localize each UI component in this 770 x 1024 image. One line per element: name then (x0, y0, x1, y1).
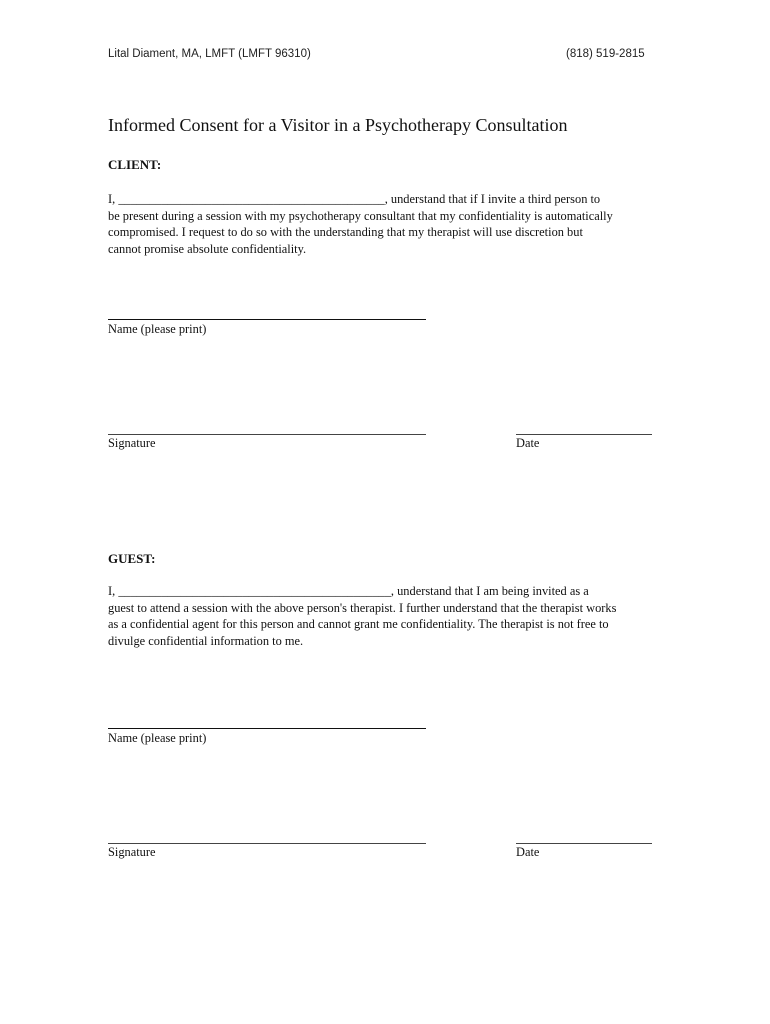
client-name-line[interactable] (108, 319, 426, 320)
client-name-label: Name (please print) (108, 322, 207, 336)
document-title: Informed Consent for a Visitor in a Psychotherapy Consultation (108, 115, 568, 135)
client-date-label: Date (516, 436, 540, 450)
header-phone: (818) 519-2815 (566, 48, 645, 60)
client-statement-line: cannot promise absolute confidentiality. (108, 241, 307, 256)
client-signature-line[interactable] (108, 434, 426, 435)
guest-signature-line[interactable] (108, 843, 426, 844)
guest-date-label: Date (516, 845, 540, 859)
client-signature-label: Signature (108, 436, 156, 450)
guest-name-label: Name (please print) (108, 731, 207, 745)
client-heading: CLIENT: (108, 157, 162, 172)
guest-statement-line: guest to attend a session with the above person's therapist. I further understand that the therapist works (108, 600, 617, 615)
client-statement-line: compromised. I request to do so with the understanding that my therapist will use discretion but (108, 225, 583, 240)
guest-statement (108, 583, 678, 649)
client-statement (108, 191, 678, 257)
client-date-line[interactable] (516, 434, 652, 435)
client-statement-line: I, ___________________________________________, understand that if I invite a third person to (108, 192, 601, 206)
guest-heading: GUEST: (108, 551, 156, 566)
header-practitioner: Lital Diament, MA, LMFT (LMFT 96310) (108, 48, 311, 60)
guest-date-line[interactable] (516, 843, 652, 844)
guest-statement-line: I, ____________________________________________, understand that I am being invited as a (108, 584, 589, 598)
client-statement-line: be present during a session with my psychotherapy consultant that my confidentiality is automatically (108, 208, 613, 223)
guest-statement-line: divulge confidential information to me. (108, 633, 304, 648)
guest-signature-label: Signature (108, 845, 156, 859)
guest-name-line[interactable] (108, 728, 426, 729)
guest-statement-line: as a confidential agent for this person and cannot grant me confidentiality. The therapist is not free to (108, 617, 609, 632)
